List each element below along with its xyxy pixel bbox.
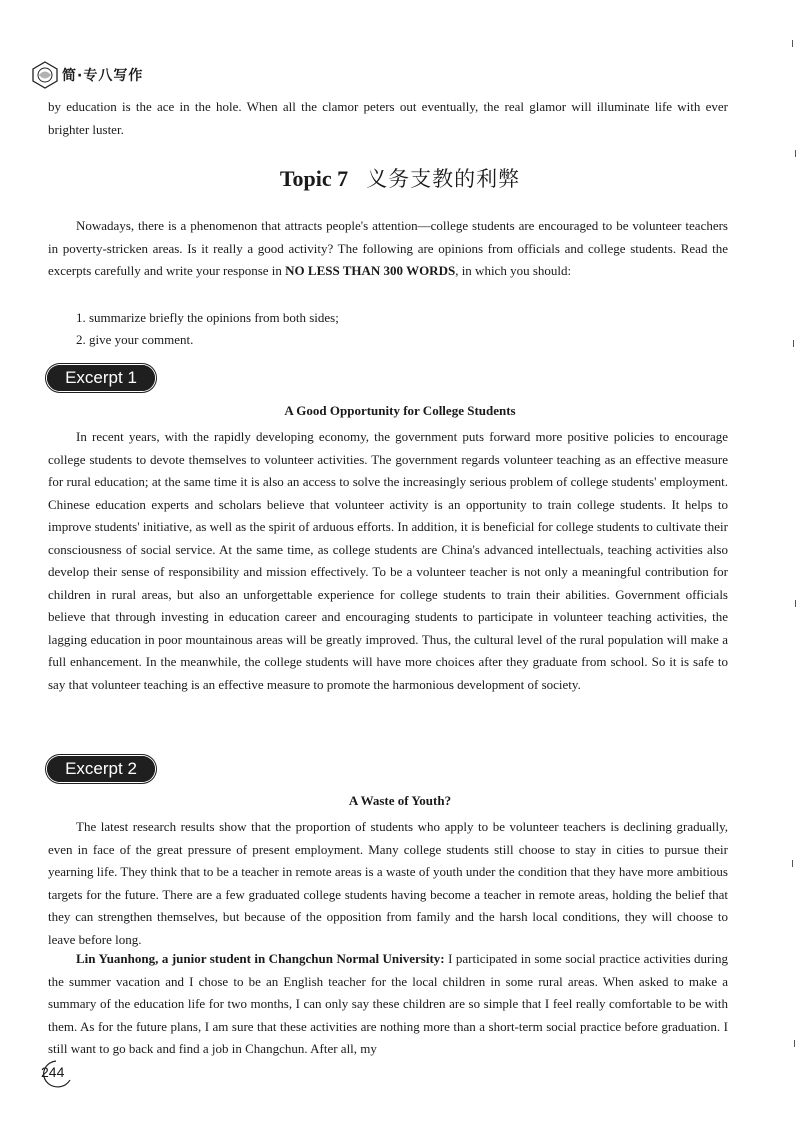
topic-title-chinese: 义务支教的利弊 [366, 167, 521, 191]
speaker-quote: I participated in some social practice activities during the summer vacation and I chose to be an English teacher for the local children in some rural areas. When asked to make a summary of the education life for two months, I can only say these children are so simple that I feel really comfortable to be with them. As for the future plans, I am sure that these activities are nothing more than a short-term social practice before graduation. I still want to go back and find a job in Changchun. After all, my [48, 951, 728, 1056]
topic-label: Topic 7 [279, 166, 349, 191]
excerpt-1-title: A Good Opportunity for College Students [284, 403, 516, 418]
speaker-label: Lin Yuanhong, a junior student in Changchun Normal University: [76, 951, 445, 966]
instruction-item-2: 2. give your comment. [76, 332, 194, 347]
scan-mark [794, 1040, 795, 1047]
topic-heading [0, 163, 800, 193]
instructions-text-part2: , in which you should: [455, 263, 572, 278]
page-number-text: 244 [41, 1064, 65, 1080]
excerpt-2-paragraph-1: The latest research results show that the proportion of students who apply to be volunteer teachers is declining gradually, even in face of the great pressure of present employment. Many college students still choose to stay in cities to pursue their yearning life. They think that to be a teacher in remote areas is a waste of youth under the condition that they have more ambitious targets for the future. There are a few graduated college students having become a teacher in remote areas, holding the belief that they can strengthen themselves, but because of the opposition from family and the harsh local conditions, they will choose to leave before long. [48, 819, 728, 947]
book-logo-icon [30, 60, 60, 90]
excerpt-1-paragraph: In recent years, with the rapidly developing economy, the government puts forward more positive policies to encourage college students to devote themselves to volunteer activities. The government regards volunteer teaching as an effective measure for rural education; at the same time it is also an access to solve the increasingly serious problem of college students' employment. Chinese education experts and scholars believe that volunteer activity is an opportunity to train college students. It helps to improve students' initiative, as well as the spirit of arduous efforts. In addition, it is beneficial for college students to cultivate their consciousness of social service. At the same time, as college students are China's advanced intellectuals, teaching activities also develop their sense of responsibility and mission effectively. To be a volunteer teacher is not only a meaningful contribution for children in rural areas, but also an unforgettable experience for college students to train their abilities. Government officials believe that through investing in education career and encouraging students to participate in volunteer teaching activities, the lagging education in poor mountainous areas will be greatly improved. Thus, the cultural level of the rural population will make a full enhancement. In the meanwhile, the college students will have more choices after they graduate from school. So it is safe to say that volunteer teaching is an effective measure to promote the harmonious development of society. [48, 429, 728, 692]
header-title: 简·专八写作 [62, 68, 144, 84]
excerpt-2-paragraph-2 [48, 948, 728, 1061]
intro-paragraph: by education is the ace in the hole. When all the clamor peters out eventually, the real glamor will illuminate life with ever brighter luster. [48, 99, 728, 137]
scan-mark [795, 600, 796, 607]
page-header [30, 60, 143, 90]
page-number [34, 1058, 78, 1088]
scan-mark [793, 340, 794, 347]
scan-mark [792, 40, 793, 47]
instructions-paragraph [48, 215, 728, 283]
instruction-item-1: 1. summarize briefly the opinions from both sides; [76, 310, 339, 325]
excerpt-1-badge: Excerpt 1 [47, 365, 155, 391]
word-count-emphasis: NO LESS THAN 300 WORDS [285, 263, 456, 278]
scan-mark [795, 150, 796, 157]
excerpt-2-title: A Waste of Youth? [348, 793, 452, 808]
instructions-text-part1: Nowadays, there is a phenomenon that attracts people's attention—college students are encouraged to be volunteer teachers in poverty-stricken areas. Is it really a good activity? The following are opinions from officials and college students. Read the excerpts carefully and write your response in [48, 218, 728, 278]
scan-mark [792, 860, 793, 867]
excerpt-2-badge: Excerpt 2 [47, 756, 155, 782]
